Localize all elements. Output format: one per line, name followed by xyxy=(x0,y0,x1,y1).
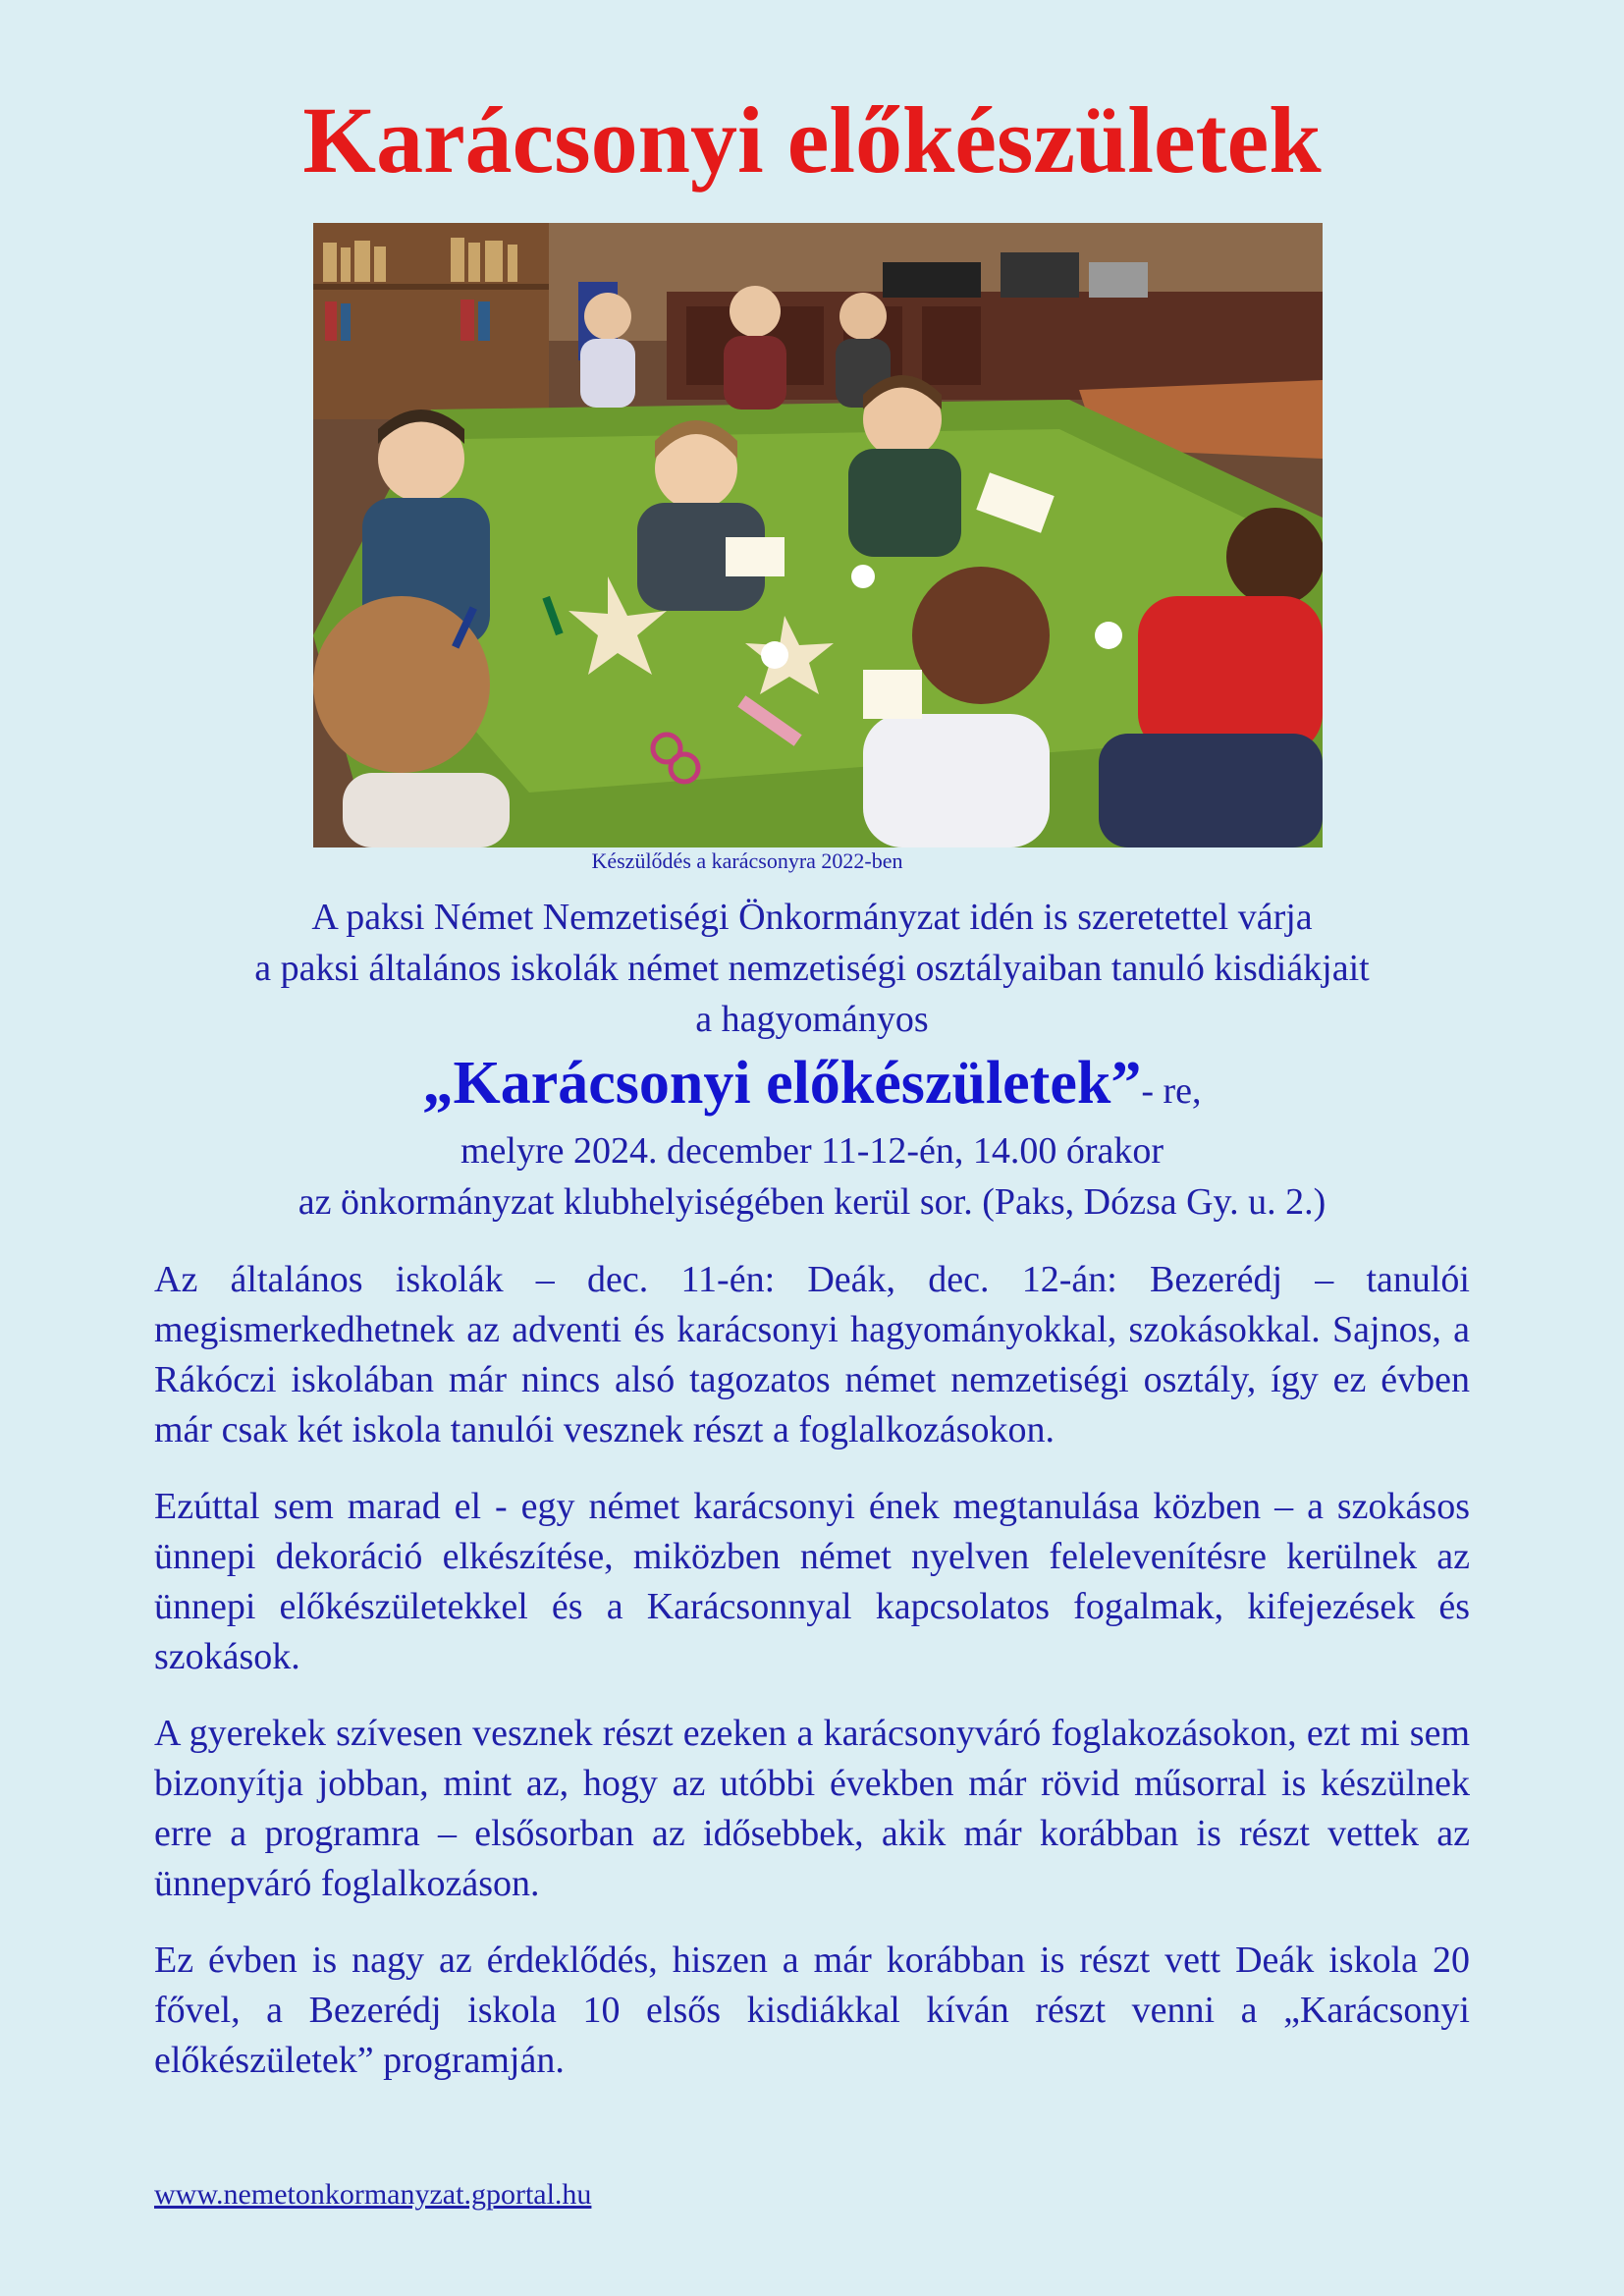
intro-line: A paksi Német Nemzetiségi Önkormányzat idén is szeretettel várja xyxy=(311,897,1313,938)
intro-text xyxy=(137,892,1487,1045)
children-crafting-photo xyxy=(313,223,1323,847)
body-text xyxy=(154,1255,1470,2112)
paragraph: Ez évben is nagy az érdeklődés, hiszen a már korábban is részt vett Deák iskola 20 fővel, a Bezerédj iskola 10 elsős kisdiákkal kíván részt venni a „Karácsonyi előkészületek” programján. xyxy=(154,1940,1470,2081)
event-details xyxy=(137,1125,1487,1228)
paragraph: A gyerekek szívesen vesznek részt ezeken a karácsonyváró foglakozásokon, ezt mi sem bizonyítja jobban, mint az, hogy az utóbbi években már rövid műsorral is készülnek erre a programra – elsősorban az idősebbek, akik már korábban is részt vettek az ünnepváró foglalkozáson. xyxy=(154,1713,1470,1904)
paragraph: Ezúttal sem marad el - egy német karácsonyi ének megtanulása közben – a szokásos ünnepi dekoráció elkészítése, miközben német nyelven felelevenítésre kerülnek az ünnepi előkészületekkel és a Karácsonnyal kapcsolatos fogalmak, kifejezések és szokások. xyxy=(154,1486,1470,1677)
event-title xyxy=(0,1049,1624,1133)
paragraph: Az általános iskolák – dec. 11-én: Deák, dec. 12-án: Bezerédj – tanulói megismerkedhetnek az adventi és karácsonyi hagyományokkal, szokásokkal. Sajnos, a Rákóczi iskolában már nincs alsó tagozatos német nemzetiségi osztály, így ez évben már csak két iskola tanulói vesznek részt a foglalkozásokon. xyxy=(154,1259,1470,1450)
event-name: „Karácsonyi előkészületek” xyxy=(422,1050,1142,1117)
event-place: az önkormányzat klubhelyiségében kerül sor. (Paks, Dózsa Gy. u. 2.) xyxy=(298,1181,1326,1223)
intro-line: a paksi általános iskolák német nemzetiségi osztályaiban tanuló kisdiákjait xyxy=(254,948,1370,989)
event-date: melyre 2024. december 11-12-én, 14.00 órakor xyxy=(460,1130,1164,1172)
intro-line: a hagyományos xyxy=(695,999,929,1040)
page-title: Karácsonyi előkészületek xyxy=(302,87,1322,192)
photo-caption: Készülődés a karácsonyra 2022-ben xyxy=(591,848,903,873)
website-link[interactable]: www.nemetonkormanyzat.gportal.hu xyxy=(154,2178,592,2211)
event-name-suffix: - re, xyxy=(1141,1070,1202,1112)
